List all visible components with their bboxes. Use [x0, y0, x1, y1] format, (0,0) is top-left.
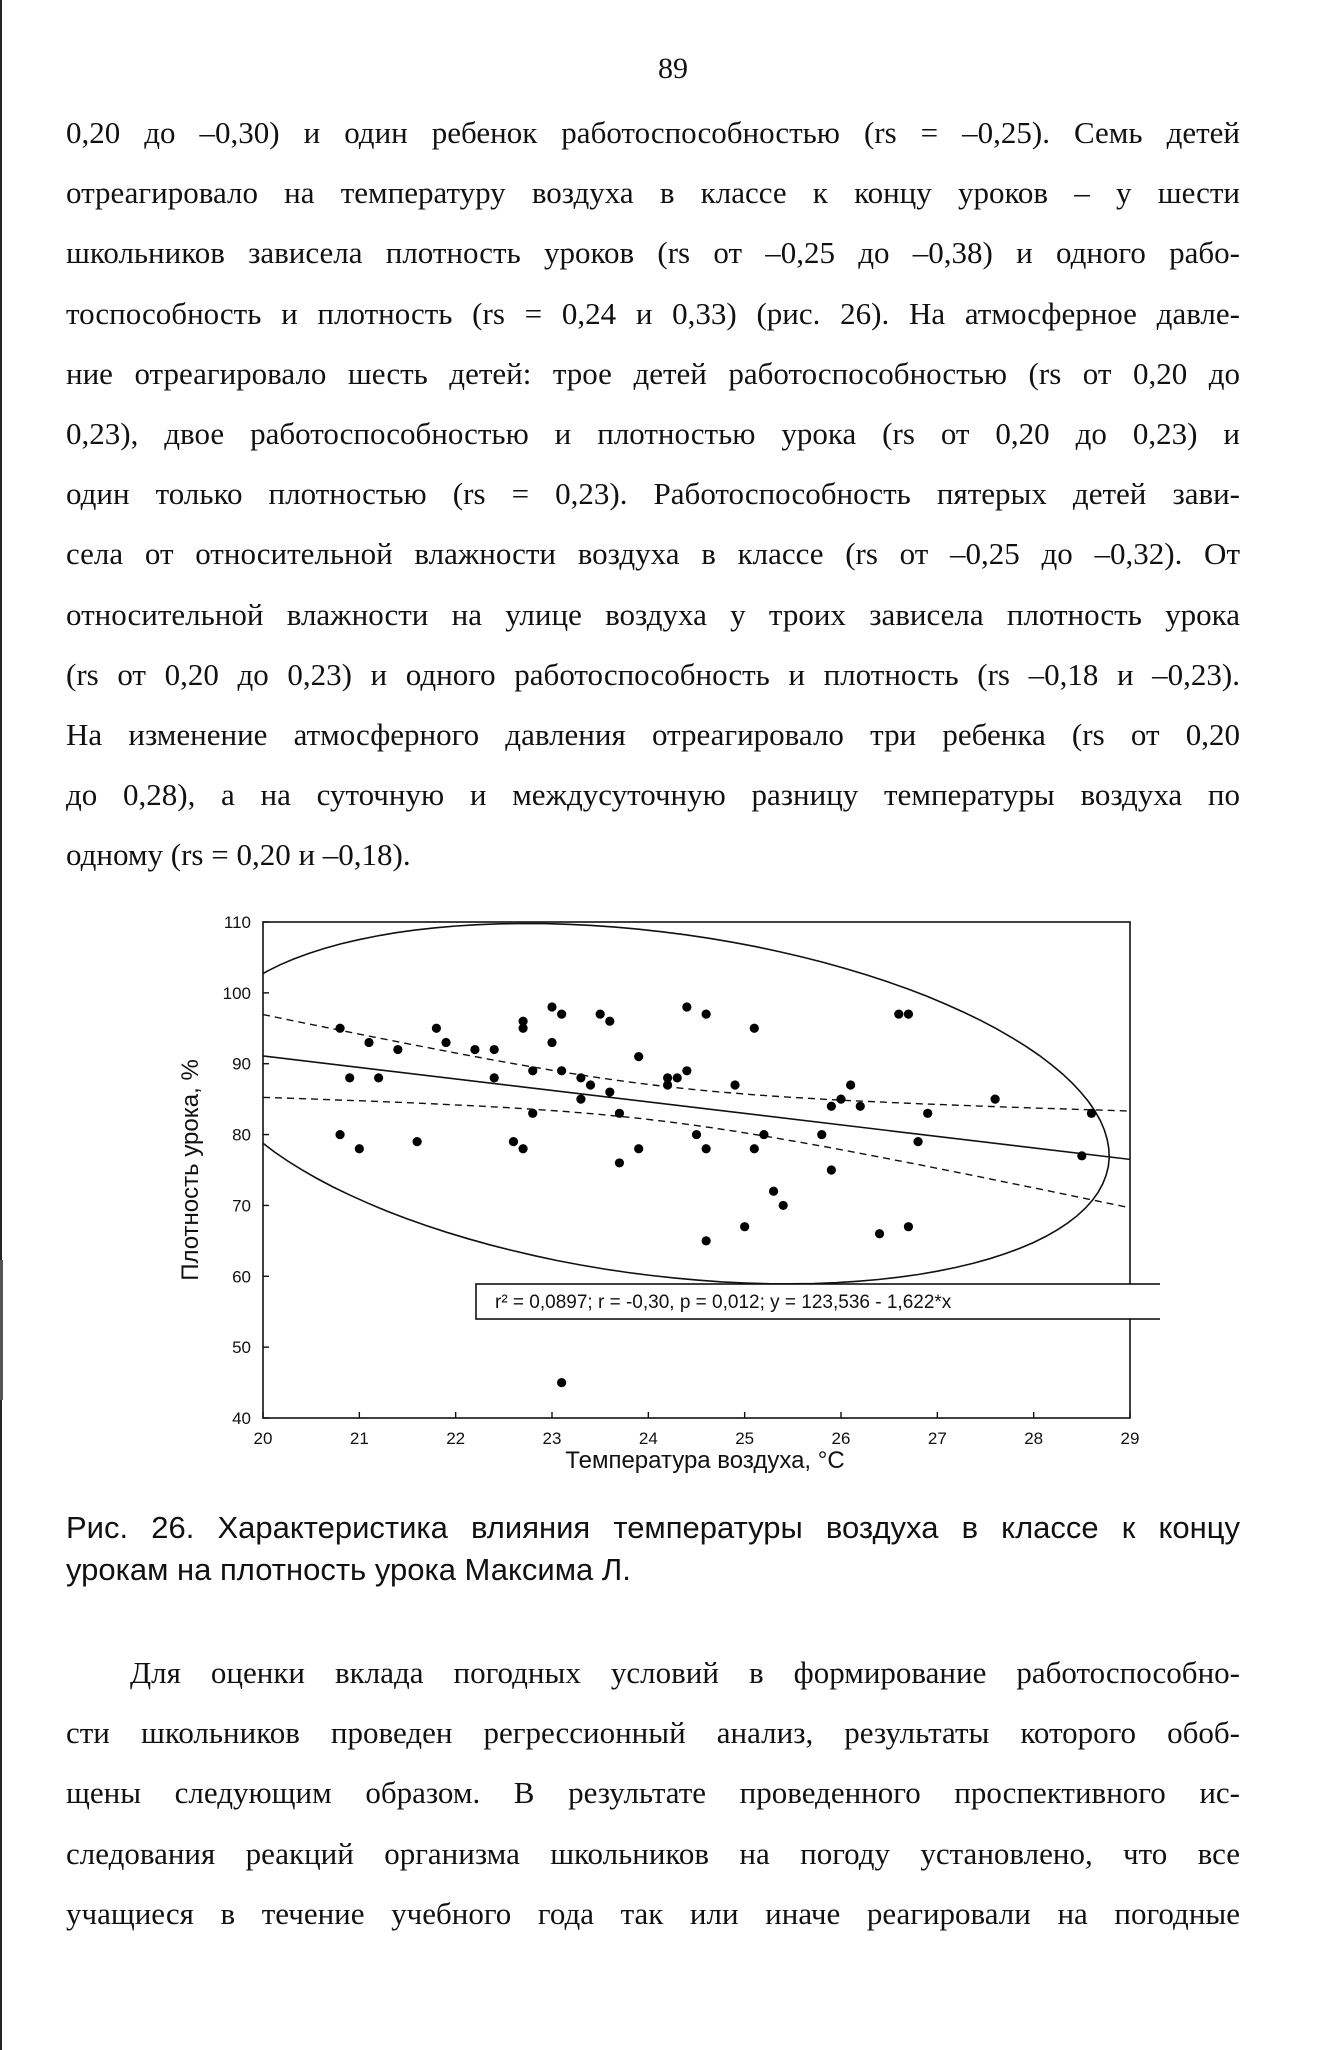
data-point [913, 1137, 922, 1146]
data-point [634, 1144, 643, 1153]
caption-line: урокам на плотность урока Максима Л. [66, 1552, 631, 1587]
data-point [432, 1024, 441, 1033]
scatter-chart [160, 895, 1160, 1475]
data-point [355, 1144, 364, 1153]
data-point [547, 1002, 556, 1011]
data-point [923, 1109, 932, 1118]
x-tick-label: 25 [735, 1429, 755, 1448]
x-tick-label: 27 [927, 1429, 947, 1448]
data-point [759, 1130, 768, 1139]
data-point [1077, 1151, 1086, 1160]
stats-annotation: r² = 0,0897; r = -0,30, p = 0,012; y = 123,536 - 1,622*x [495, 1292, 952, 1313]
text-line: сти школьников проведен регрессионный анализ, результаты которого обоб- [66, 1715, 1240, 1751]
x-tick-label: 22 [446, 1429, 466, 1448]
data-point [817, 1130, 826, 1139]
data-point [335, 1024, 344, 1033]
data-point [615, 1158, 624, 1167]
x-tick-label: 28 [1024, 1429, 1044, 1448]
data-point [519, 1144, 528, 1153]
x-tick-label: 21 [349, 1429, 369, 1448]
data-point [557, 1010, 566, 1019]
text-line: относительной влажности на улице воздуха у троих зависела плотность урока [66, 596, 1240, 632]
text-line: щены следующим образом. В результате проведенного проспективного ис- [66, 1775, 1240, 1811]
data-point [769, 1187, 778, 1196]
y-axis-label: Плотность урока, % [177, 1059, 204, 1281]
data-point [528, 1109, 537, 1118]
paragraph-top [66, 103, 1240, 886]
scan-left-mark [0, 1260, 3, 1400]
data-point [615, 1109, 624, 1118]
data-point [470, 1045, 479, 1054]
caption-line: Рис. 26. Характеристика влияния температуры воздуха в классе к концу [66, 1510, 1240, 1545]
y-tick-label: 80 [232, 1125, 251, 1145]
confidence-band-upper [263, 1015, 1130, 1112]
scan-left-edge [0, 0, 2, 2050]
data-point [364, 1038, 373, 1047]
data-point [846, 1080, 855, 1089]
data-point [682, 1066, 691, 1075]
data-point [605, 1087, 614, 1096]
data-point [596, 1010, 605, 1019]
data-point [750, 1144, 759, 1153]
data-point [856, 1102, 865, 1111]
data-point [335, 1130, 344, 1139]
data-point [702, 1010, 711, 1019]
text-line: Для оценки вклада погодных условий в формирование работоспособно- [130, 1655, 1240, 1690]
figure-caption [66, 1507, 1240, 1591]
data-point [750, 1024, 759, 1033]
data-point [673, 1073, 682, 1082]
data-point [509, 1137, 518, 1146]
data-point [827, 1165, 836, 1174]
data-point [528, 1066, 537, 1075]
text-line: до 0,28), а на суточную и междусуточную разницу температуры воздуха по [66, 777, 1240, 813]
data-point [576, 1073, 585, 1082]
data-point [904, 1010, 913, 1019]
text-line: 0,23), двое работоспособностью и плотностью урока (rs от 0,20 до 0,23) и [66, 416, 1240, 452]
y-tick-label: 40 [232, 1409, 251, 1428]
data-point [702, 1236, 711, 1245]
y-tick-label: 110 [223, 913, 251, 932]
x-tick-label: 29 [1120, 1429, 1140, 1448]
x-tick-label: 26 [831, 1429, 851, 1448]
data-point [827, 1102, 836, 1111]
text-line: следования реакций организма школьников на погоду установлено, что все [66, 1835, 1240, 1871]
data-point [836, 1095, 845, 1104]
data-points [335, 1002, 1096, 1387]
y-tick-label: 60 [232, 1267, 251, 1287]
data-point [586, 1080, 595, 1089]
data-point [490, 1073, 499, 1082]
text-line: школьников зависела плотность уроков (rs от –0,25 до –0,38) и одного рабо- [66, 235, 1240, 271]
data-point [413, 1137, 422, 1146]
data-point [374, 1073, 383, 1082]
plot-frame [263, 922, 1130, 1418]
data-point [875, 1229, 884, 1238]
y-tick-label: 100 [222, 983, 251, 1003]
text-line: (rs от 0,20 до 0,23) и одного работоспособность и плотность (rs –0,18 и –0,23). [66, 656, 1240, 692]
data-point [702, 1144, 711, 1153]
text-line: отреагировало на температуру воздуха в классе к концу уроков – у шести [66, 175, 1240, 211]
data-point [634, 1052, 643, 1061]
data-point [682, 1002, 691, 1011]
data-point [547, 1038, 556, 1047]
data-point [692, 1130, 701, 1139]
confidence-band-lower [263, 1097, 1130, 1207]
x-tick-label: 23 [542, 1429, 562, 1448]
data-point [740, 1222, 749, 1231]
text-line: один только плотностью (rs = 0,23). Работоспособность пятерых детей зави- [66, 476, 1240, 512]
text-line: На изменение атмосферного давления отреагировало три ребенка (rs от 0,20 [66, 717, 1240, 753]
text-line: тоспособность и плотность (rs = 0,24 и 0,33) (рис. 26). На атмосферное давле- [66, 295, 1240, 331]
y-axis-ticks [223, 913, 269, 1428]
page-number: 89 [658, 52, 688, 85]
text-line: ние отреагировало шесть детей: трое детей работоспособностью (rs от 0,20 до [66, 355, 1240, 391]
x-axis-label: Температура воздуха, °C [565, 1447, 845, 1474]
data-point [663, 1080, 672, 1089]
text-line: одному (rs = 0,20 и –0,18). [66, 837, 411, 873]
text-line: 0,20 до –0,30) и один ребенок работоспособностью (rs = –0,25). Семь детей [66, 115, 1240, 150]
data-point [576, 1095, 585, 1104]
data-point [519, 1024, 528, 1033]
y-tick-label: 50 [232, 1338, 251, 1358]
data-point [490, 1045, 499, 1054]
text-line: села от относительной влажности воздуха в классе (rs от –0,25 до –0,32). От [66, 536, 1240, 572]
data-point [441, 1038, 450, 1047]
data-point [605, 1017, 614, 1026]
paragraph-bottom [66, 1643, 1240, 1944]
data-point [779, 1201, 788, 1210]
data-point [345, 1073, 354, 1082]
data-point [1087, 1109, 1096, 1118]
regression-line [263, 1056, 1130, 1159]
data-point [904, 1222, 913, 1231]
data-point [557, 1066, 566, 1075]
y-tick-label: 90 [232, 1054, 251, 1074]
data-point [393, 1045, 402, 1054]
x-tick-label: 24 [638, 1429, 658, 1448]
data-point [557, 1378, 566, 1387]
x-tick-label: 20 [253, 1429, 273, 1448]
data-point [894, 1010, 903, 1019]
data-point [991, 1095, 1000, 1104]
text-line: учащиеся в течение учебного года так или иначе реагировали на погодные [66, 1895, 1240, 1931]
y-tick-label: 70 [232, 1196, 251, 1216]
data-point [730, 1080, 739, 1089]
